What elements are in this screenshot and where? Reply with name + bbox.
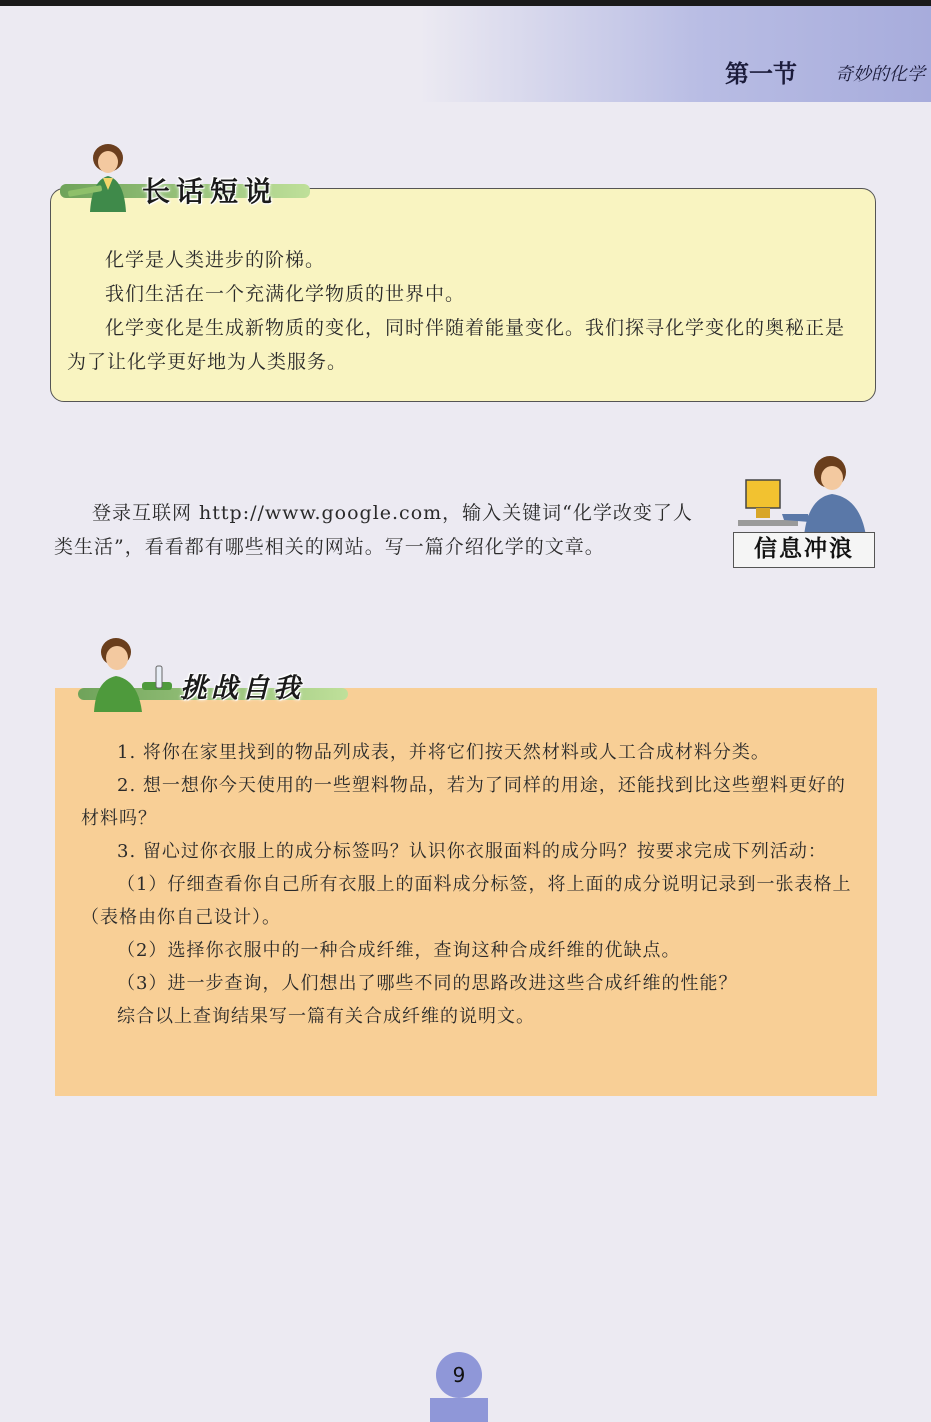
challenge-item: （3）进一步查询，人们想出了哪些不同的思路改进这些合成纤维的性能？ (117, 973, 738, 994)
challenge-item: 综合以上查询结果写一篇有关合成纤维的说明文。 (117, 1006, 535, 1027)
challenge-item: 2. 想一想你今天使用的一些塑料物品，若为了同样的用途，还能找到比这些塑料更好的材料吗？ (81, 775, 846, 829)
page-number: 9 (436, 1352, 482, 1398)
info-surf-text: 登录互联网 http://www.google.com，输入关键词“化学改变了人类生活”，看看都有哪些相关的网站。写一篇介绍化学的文章。 (54, 502, 693, 558)
girl-reading-icon (68, 142, 146, 218)
challenge-item: （2）选择你衣服中的一种合成纤维，查询这种合成纤维的优缺点。 (117, 940, 681, 961)
challenge-box (55, 688, 877, 1096)
info-surf-badge: 信息冲浪 (733, 532, 875, 568)
challenge-title: 挑战自我 (180, 673, 304, 704)
challenge-item: 3. 留心过你衣服上的成分标签吗？认识你衣服面料的成分吗？按要求完成下列活动： (117, 841, 827, 862)
summary-paragraph: 我们生活在一个充满化学物质的世界中。 (105, 283, 466, 305)
challenge-item: 1. 将你在家里找到的物品列成表，并将它们按天然材料或人工合成材料分类。 (117, 742, 770, 763)
summary-title-banner (60, 158, 320, 218)
boy-holding-tube-icon (68, 636, 178, 714)
page-number-band (430, 1398, 488, 1422)
challenge-text (81, 736, 855, 1033)
boy-computer-icon (738, 450, 878, 536)
summary-text (67, 243, 863, 379)
header-chapter: 奇妙的化学 (835, 64, 925, 85)
summary-box (50, 188, 876, 402)
header-section: 第一节 (725, 60, 797, 88)
summary-title: 长话短说 (142, 175, 279, 208)
summary-paragraph: 化学是人类进步的阶梯。 (105, 249, 326, 271)
challenge-title-banner (68, 636, 358, 716)
challenge-item: （1）仔细查看你自己所有衣服上的面料成分标签，将上面的成分说明记录到一张表格上（表格由你自己设计）。 (81, 874, 852, 928)
info-surf-section (54, 496, 704, 564)
summary-paragraph: 化学变化是生成新物质的变化，同时伴随着能量变化。我们探寻化学变化的奥秘正是为了让化学更好地为人类服务。 (67, 317, 846, 373)
